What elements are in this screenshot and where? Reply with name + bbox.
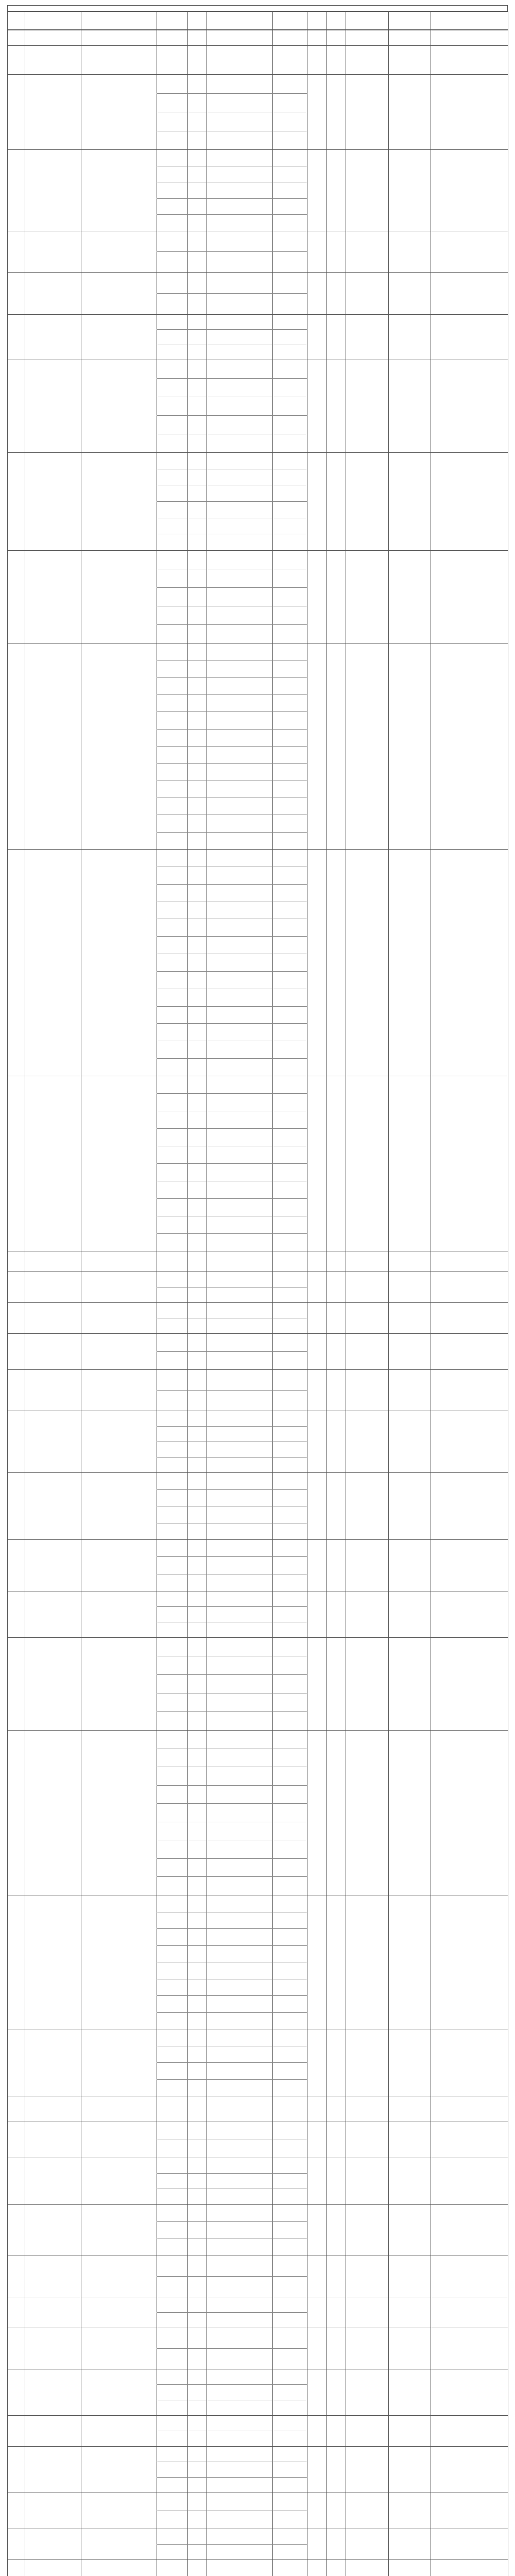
sub-row-divider	[157, 1803, 307, 1804]
row-divider	[7, 1369, 508, 1370]
sub-row-divider	[157, 2173, 307, 2174]
sub-row-divider	[157, 329, 307, 330]
column-header	[81, 11, 157, 30]
sub-row-divider	[157, 198, 307, 199]
sub-row-divider	[157, 1928, 307, 1929]
sub-row-divider	[157, 214, 307, 215]
sub-row-divider	[157, 2012, 307, 2013]
sub-row-divider	[157, 378, 307, 379]
sub-row-divider	[157, 293, 307, 294]
column-header	[346, 11, 389, 30]
table-header	[7, 11, 508, 30]
row-divider	[7, 1333, 508, 1334]
sub-row-divider	[157, 936, 307, 937]
sub-row-divider	[157, 1858, 307, 1859]
row-divider	[7, 550, 508, 551]
sub-row-divider	[157, 2062, 307, 2063]
sub-row-divider	[157, 1426, 307, 1427]
sub-row-divider	[157, 729, 307, 730]
column-header	[431, 11, 508, 30]
sub-row-divider	[157, 1785, 307, 1786]
sub-row-divider	[157, 2544, 307, 2545]
column-header	[187, 11, 207, 30]
sub-row-divider	[157, 587, 307, 588]
document-title	[7, 5, 508, 11]
sub-row-divider	[157, 2384, 307, 2385]
sub-row-divider	[157, 1128, 307, 1129]
sub-row-divider	[157, 763, 307, 764]
sub-row-divider	[157, 694, 307, 695]
sub-row-divider	[157, 501, 307, 502]
row-divider	[7, 149, 508, 150]
sub-row-divider	[157, 1058, 307, 1059]
sub-row-divider	[157, 1945, 307, 1946]
sub-row-divider	[157, 2276, 307, 2277]
sub-row-divider	[157, 677, 307, 678]
sub-row-divider	[157, 1674, 307, 1675]
column-header	[7, 11, 25, 30]
sub-row-divider	[157, 832, 307, 833]
row-divider	[7, 1302, 508, 1303]
column-header	[307, 11, 327, 30]
sub-row-divider	[157, 1233, 307, 1234]
sub-row-divider	[157, 624, 307, 625]
row-divider	[7, 849, 508, 850]
sub-row-divider	[157, 1006, 307, 1007]
sub-row-divider	[157, 711, 307, 712]
sub-row-divider	[157, 1093, 307, 1094]
sub-row-divider	[157, 1198, 307, 1199]
column-divider	[7, 30, 8, 2576]
column-header	[272, 11, 307, 30]
column-divider	[326, 30, 327, 2576]
column-header	[157, 11, 188, 30]
sub-row-divider	[157, 1351, 307, 1352]
sub-row-divider	[157, 971, 307, 972]
sub-row-divider	[157, 2312, 307, 2313]
row-divider	[7, 45, 508, 46]
sub-row-divider	[157, 2477, 307, 2478]
sub-row-divider	[157, 1876, 307, 1877]
row-divider	[7, 1637, 508, 1638]
row-divider	[7, 272, 508, 273]
column-divider	[388, 30, 389, 2576]
row-divider	[7, 2415, 508, 2416]
column-header	[207, 11, 273, 30]
row-divider	[7, 1539, 508, 1540]
sub-row-divider	[157, 2221, 307, 2222]
column-header	[388, 11, 431, 30]
sub-row-divider	[157, 2079, 307, 2080]
column-divider	[187, 30, 188, 2576]
sub-row-divider	[157, 251, 307, 252]
sub-row-divider	[157, 1457, 307, 1458]
sub-row-divider	[157, 2348, 307, 2349]
sub-row-divider	[157, 1390, 307, 1391]
sub-row-divider	[157, 884, 307, 885]
sub-row-divider	[157, 1995, 307, 1996]
sub-row-divider	[157, 1163, 307, 1164]
column-header	[25, 11, 81, 30]
row-divider	[7, 314, 508, 315]
sub-row-divider	[157, 1023, 307, 1024]
row-divider	[7, 1730, 508, 1731]
sub-row-divider	[157, 1606, 307, 1607]
row-divider	[7, 2204, 508, 2205]
sub-row-divider	[157, 415, 307, 416]
sub-row-divider	[157, 1556, 307, 1557]
sub-row-divider	[157, 1489, 307, 1490]
column-header	[326, 11, 346, 30]
sub-row-divider	[157, 746, 307, 747]
row-divider	[7, 2446, 508, 2447]
row-divider	[7, 1472, 508, 1473]
row-divider	[7, 452, 508, 453]
table-body	[7, 30, 508, 2576]
column-divider	[272, 30, 273, 2576]
document-table	[7, 5, 508, 2576]
row-divider	[7, 74, 508, 75]
sub-row-divider	[157, 93, 307, 94]
sub-row-divider	[157, 1711, 307, 1712]
